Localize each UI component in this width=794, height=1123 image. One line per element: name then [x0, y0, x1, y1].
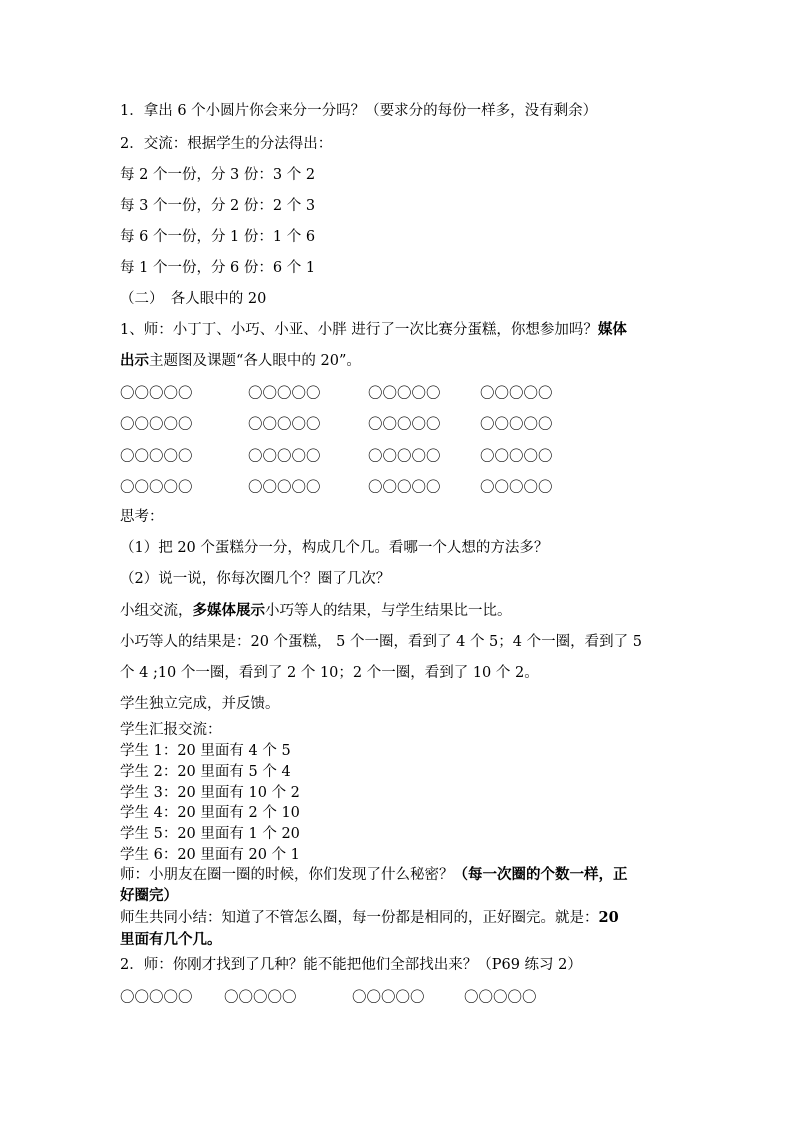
student-line: 学生 6：20 里面有 20 个 1 [120, 847, 300, 863]
circle-row [120, 382, 680, 402]
result-line: 每 1 个一份，分 6 份：6 个 1 [120, 260, 316, 276]
circle-group: 〇〇〇〇〇 [120, 386, 193, 402]
item-1: 1．拿出 6 个小圆片你会来分一分吗？（要求分的每份一样多，没有剩余） [120, 103, 598, 119]
summary-line-1 [120, 908, 619, 928]
intro-line-2 [120, 351, 361, 371]
circle-group: 〇〇〇〇〇 [120, 990, 193, 1006]
summary-bold: 20 [598, 909, 619, 926]
circle-group: 〇〇〇〇〇 [464, 990, 537, 1006]
student-line: 学生 4：20 里面有 2 个 10 [120, 805, 300, 821]
student-line: 学生 3：20 里面有 10 个 2 [120, 785, 300, 801]
circle-group: 〇〇〇〇〇 [480, 417, 553, 433]
circle-group: 〇〇〇〇〇 [480, 449, 553, 465]
circle-group: 〇〇〇〇〇 [120, 480, 193, 496]
secret-line-2: 好圈完） [120, 887, 178, 904]
circle-group: 〇〇〇〇〇 [224, 990, 297, 1006]
secret-text: 师：小朋友在圈一圈的时候，你们发现了什么秘密？ [120, 867, 454, 883]
circle-group: 〇〇〇〇〇 [248, 386, 321, 402]
intro-bold-2: 出示 [120, 352, 149, 369]
circle-group: 〇〇〇〇〇 [352, 990, 425, 1006]
group-bold: 多媒体展示 [192, 602, 265, 619]
circle-group: 〇〇〇〇〇 [368, 417, 441, 433]
circle-group: 〇〇〇〇〇 [120, 417, 193, 433]
summary-line-2: 里面有几个几。 [120, 931, 222, 948]
section-heading: （二） 各人眼中的 20 [120, 291, 267, 307]
item-2: 2．交流：根据学生的分法得出： [120, 136, 333, 152]
secret-line-1 [120, 865, 628, 885]
circle-row [120, 445, 680, 465]
item-2-exercise: 2．师：你刚才找到了几种？能不能把他们全部找出来？（P69 练习 2） [120, 957, 582, 973]
intro-line-1 [120, 320, 627, 340]
circle-group: 〇〇〇〇〇 [368, 386, 441, 402]
group-text: 小组交流， [120, 603, 193, 619]
intro-rest: 主题图及课题“各人眼中的 20”。 [149, 353, 361, 369]
circle-group: 〇〇〇〇〇 [248, 417, 321, 433]
circle-group: 〇〇〇〇〇 [480, 480, 553, 496]
result-line: 每 3 个一份，分 2 份：2 个 3 [120, 198, 316, 214]
independent-line: 学生独立完成，并反馈。 [120, 696, 280, 712]
circle-group: 〇〇〇〇〇 [480, 386, 553, 402]
circle-group: 〇〇〇〇〇 [248, 480, 321, 496]
result-line: 每 2 个一份，分 3 份：3 个 2 [120, 167, 316, 183]
result-text-1: 小巧等人的结果是：20 个蛋糕， 5 个一圈，看到了 4 个 5；4 个一圈，看到了 5 [120, 634, 642, 650]
report-label: 学生汇报交流： [120, 722, 222, 738]
question-2: （2）说一说，你每次圈几个？圈了几次？ [120, 571, 391, 587]
summary-text: 师生共同小结：知道了不管怎么圈，每一份都是相同的，正好圈完。就是： [120, 910, 599, 926]
student-line: 学生 5：20 里面有 1 个 20 [120, 826, 300, 842]
result-line: 每 6 个一份，分 1 份：1 个 6 [120, 229, 316, 245]
circle-group: 〇〇〇〇〇 [368, 480, 441, 496]
student-line: 学生 1：20 里面有 4 个 5 [120, 743, 291, 759]
intro-text: 1、师：小丁丁、小巧、小亚、小胖 进行了一次比赛分蛋糕，你想参加吗？ [120, 322, 598, 338]
student-line: 学生 2：20 里面有 5 个 4 [120, 764, 291, 780]
circle-group: 〇〇〇〇〇 [120, 449, 193, 465]
intro-bold: 媒体 [597, 321, 627, 338]
circle-group: 〇〇〇〇〇 [368, 449, 441, 465]
question-1: （1）把 20 个蛋糕分一分，构成几个几。看哪一个人想的方法多？ [120, 540, 549, 556]
secret-bold: （每一次圈的个数一样，正 [453, 866, 628, 883]
group-text-post: 小巧等人的结果，与学生结果比一比。 [265, 603, 512, 619]
result-text-2: 个 4 ;10 个一圈，看到了 2 个 10；2 个一圈，看到了 10 个 2。 [120, 665, 539, 681]
circle-row [120, 413, 680, 433]
circle-group: 〇〇〇〇〇 [248, 449, 321, 465]
circle-row-exercise [120, 986, 680, 1006]
group-discussion [120, 601, 512, 621]
circle-row [120, 476, 680, 496]
think-label: 思考： [120, 509, 164, 525]
